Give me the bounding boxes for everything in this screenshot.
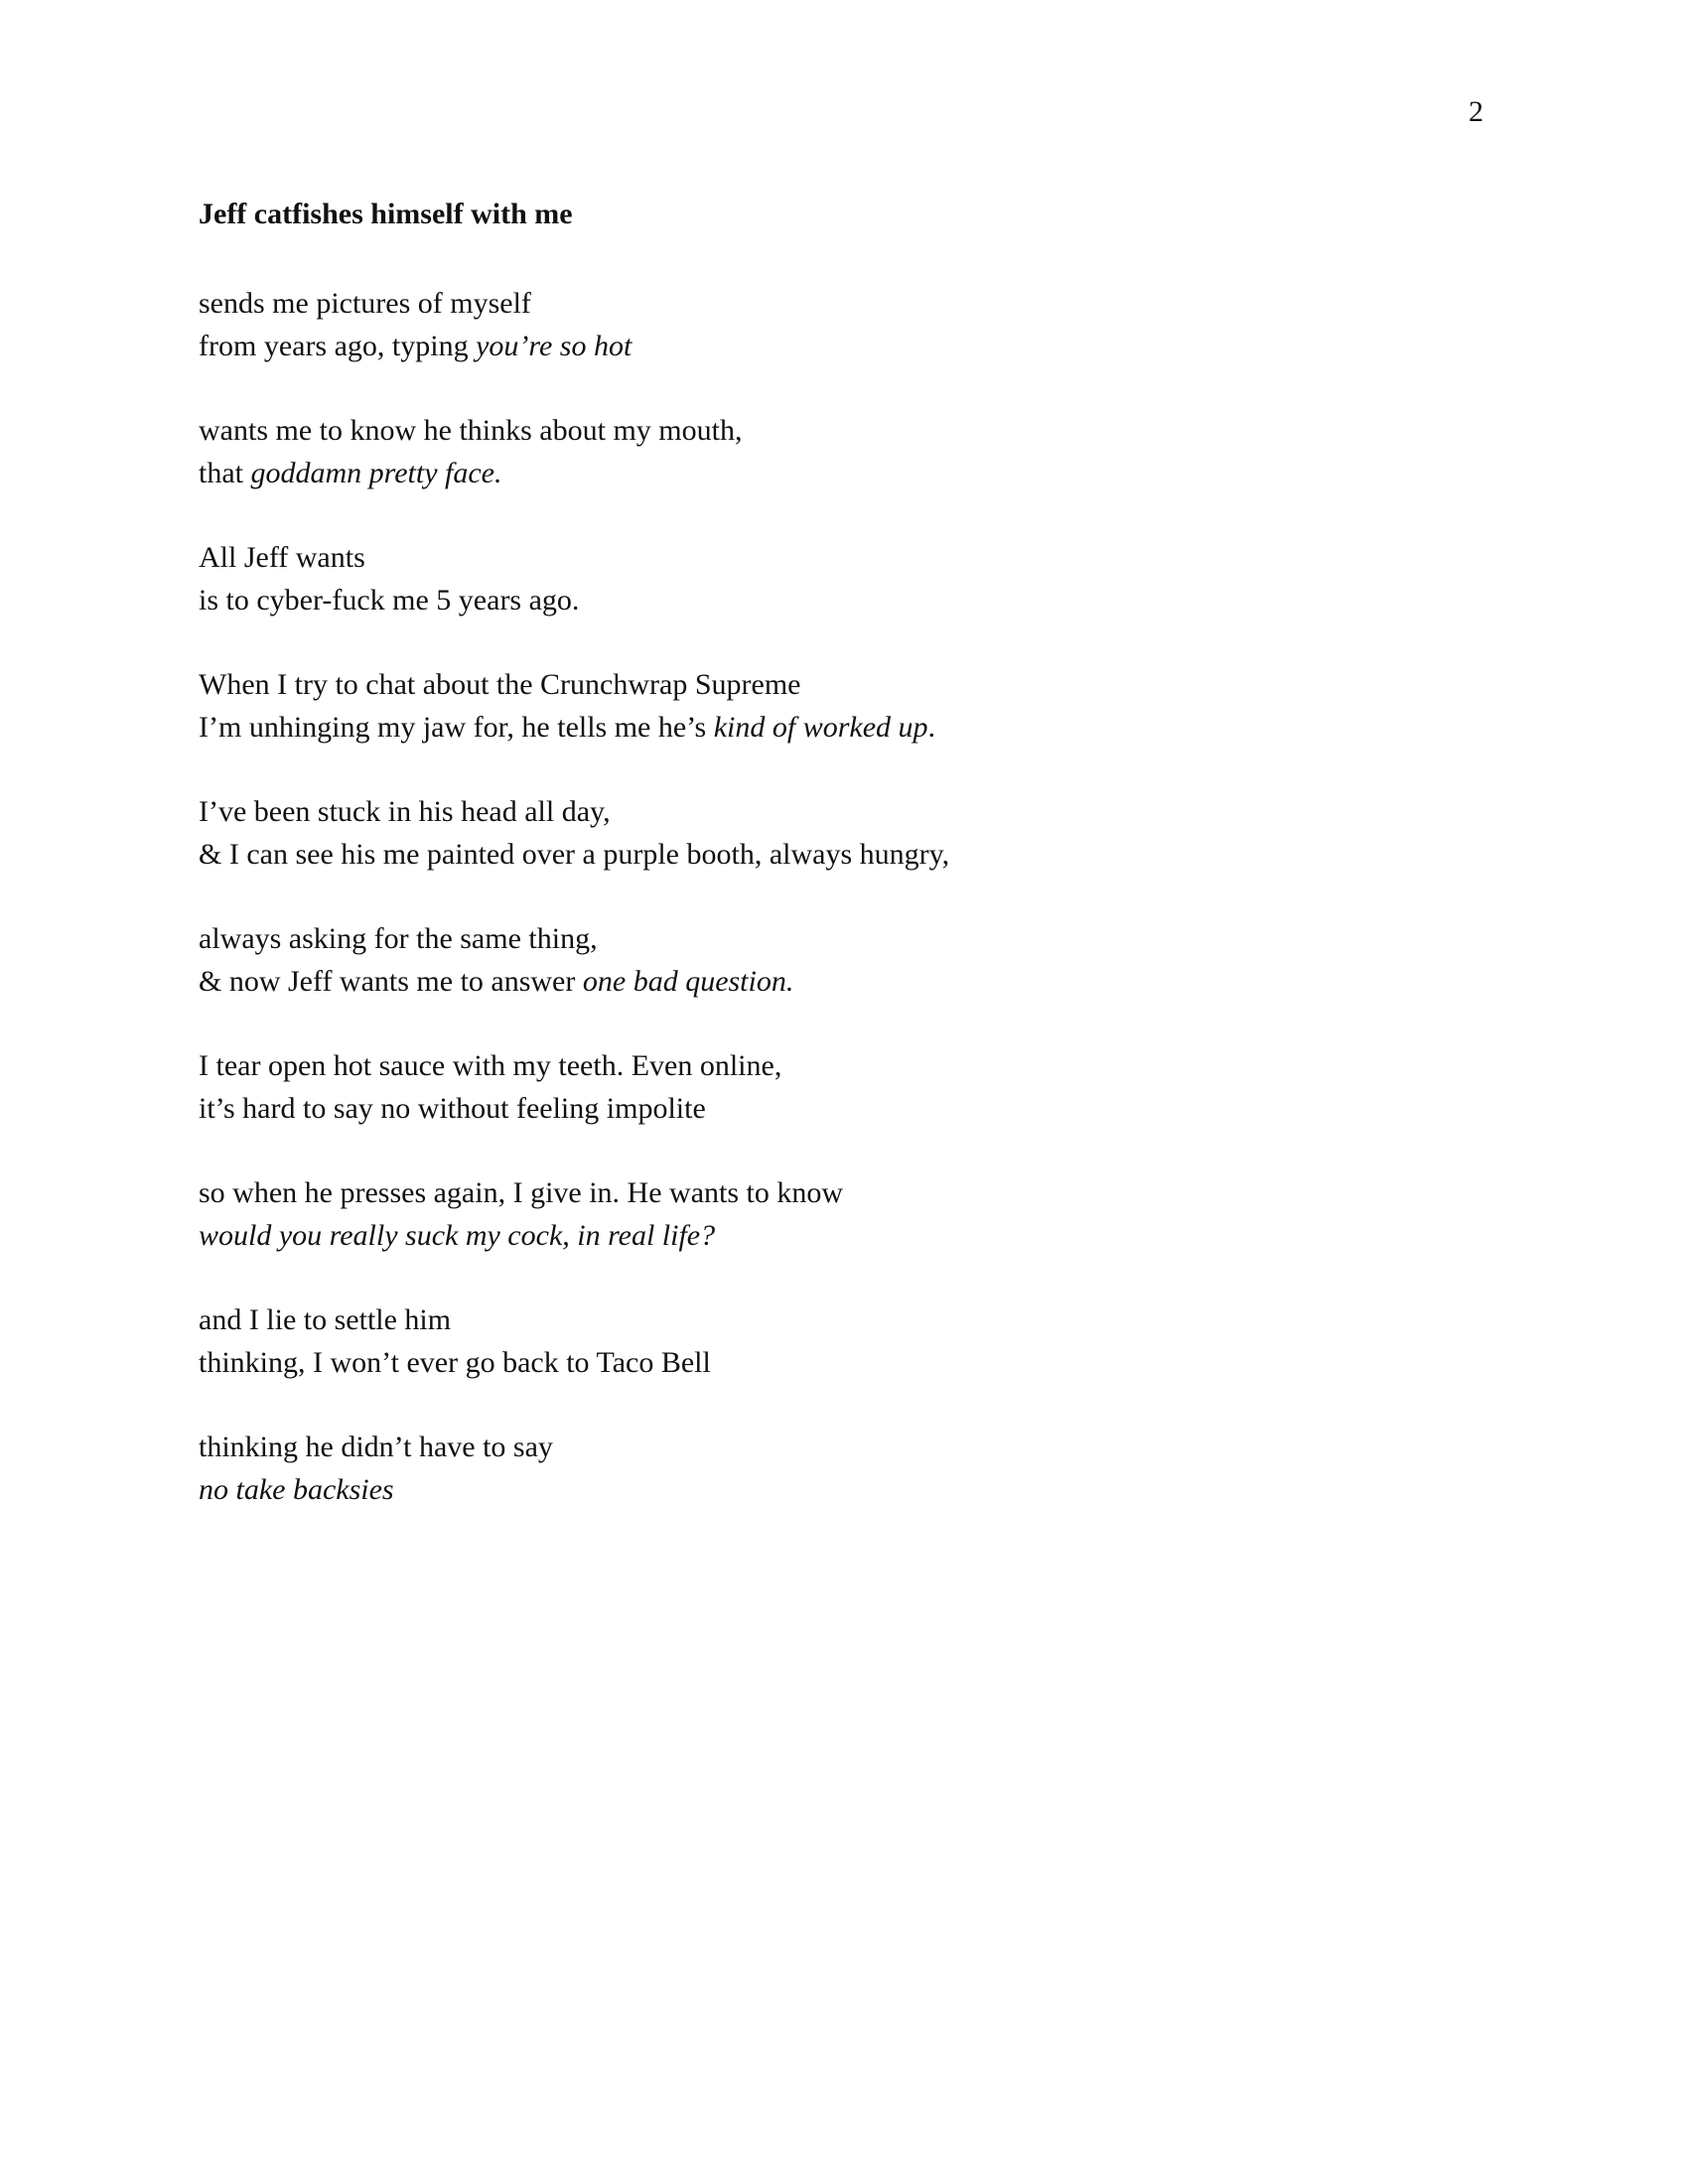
poem-line [199,1171,1489,1214]
text: always asking for the same thing, [199,922,598,955]
poem-line [199,1087,1489,1130]
stanza [199,1298,1489,1384]
poem-line [199,833,1489,876]
stanza [199,1426,1489,1511]
poem-body [199,282,1489,1553]
poem-line [199,282,1489,325]
stanza [199,790,1489,876]
poem-line [199,1341,1489,1384]
poem-line [199,536,1489,579]
text: I tear open hot sauce with my teeth. Even online, [199,1049,782,1082]
text: so when he presses again, I give in. He wants to know [199,1176,844,1209]
text: thinking, I won’t ever go back to Taco Bell [199,1346,711,1379]
text: and I lie to settle him [199,1303,452,1336]
poem-line [199,917,1489,960]
poem-line [199,960,1489,1003]
poem-line [199,325,1489,367]
italic-text: one bad question. [582,965,794,998]
poem-line [199,1298,1489,1341]
poem-line [199,663,1489,706]
stanza [199,1171,1489,1257]
text: sends me pictures of myself [199,287,531,320]
stanza [199,409,1489,494]
stanza [199,917,1489,1003]
poem-line [199,1214,1489,1257]
poem-line [199,579,1489,621]
text: I’ve been stuck in his head all day, [199,795,611,828]
italic-text: kind of worked up [713,711,928,744]
stanza [199,663,1489,749]
stanza [199,282,1489,367]
poem-title: Jeff catfishes himself with me [199,198,573,230]
poem-line [199,790,1489,833]
italic-text: no take backsies [199,1473,394,1506]
text: All Jeff wants [199,541,365,574]
italic-text: you’re so hot [476,330,633,362]
poem-line [199,409,1489,452]
text: it’s hard to say no without feeling impolite [199,1092,706,1125]
poem-line [199,1426,1489,1468]
page-number: 2 [1469,95,1483,128]
stanza [199,1044,1489,1130]
stanza [199,536,1489,621]
poem-line [199,706,1489,749]
text: thinking he didn’t have to say [199,1431,553,1463]
text: . [927,711,936,744]
poem-line [199,1468,1489,1511]
text: When I try to chat about the Crunchwrap Supreme [199,668,801,701]
text: & I can see his me painted over a purple booth, always hungry, [199,838,950,871]
italic-text: would you really suck my cock, in real life? [199,1219,716,1252]
text: & now Jeff wants me to answer [199,965,583,998]
poem-line [199,1044,1489,1087]
text: I’m unhinging my jaw for, he tells me he’s [199,711,714,744]
poem-line [199,452,1489,494]
text: wants me to know he thinks about my mouth, [199,414,743,447]
text: is to cyber-fuck me 5 years ago. [199,584,580,616]
text: that [199,457,251,489]
text: from years ago, typing [199,330,477,362]
italic-text: goddamn pretty face. [250,457,502,489]
